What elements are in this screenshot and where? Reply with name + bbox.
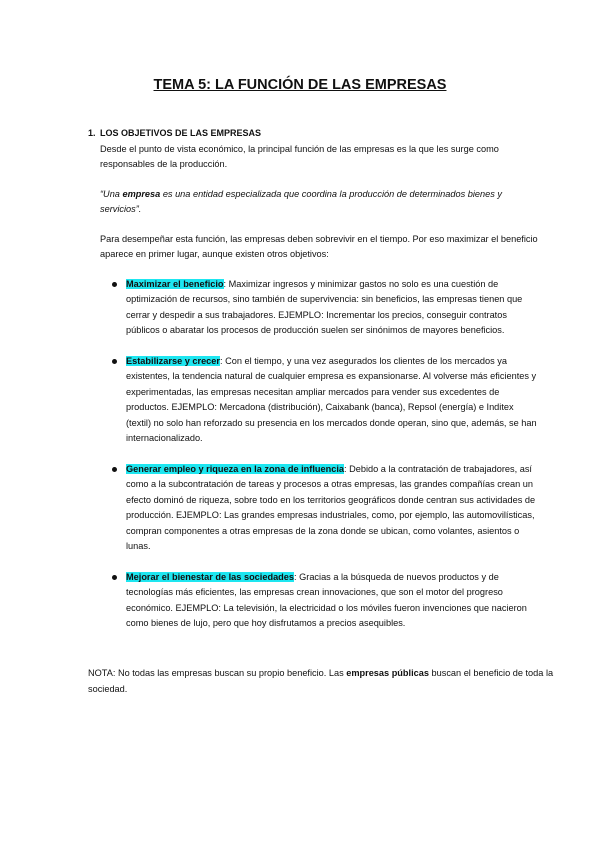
quote-bold: empresa: [122, 188, 161, 199]
objectives-list: [100, 277, 540, 632]
quote-pre: “Una: [100, 188, 123, 199]
highlighted-term: Estabilizarse y crecer: [126, 355, 220, 366]
section-number: 1.: [88, 128, 96, 138]
page-title: TEMA 5: LA FUNCIÓN DE LAS EMPRESAS: [153, 77, 447, 93]
definition-quote: [100, 187, 540, 218]
bullet-icon: [112, 575, 117, 580]
list-item: [112, 277, 540, 339]
highlighted-term: Generar empleo y riqueza en la zona de influencia: [126, 463, 345, 474]
list-item-text: : Debido a la contratación de trabajadores, así como a la subcontratación de tareas y procesos a otras empresas, las grandes compañías crean un efecto dominó de riqueza, sobre todo en los territorios geográficos donde centran sus actividades de producción. EJEMPLO: Las grandes empresas industriales, como, por ejemplo, las automovilísticas, compran componentes a otras empresas de la zona donde se ubican, como volantes, asientos o lunas.: [126, 463, 536, 551]
highlighted-term: Mejorar el bienestar de las sociedades: [126, 571, 295, 582]
quote-post: es una entidad especializada que coordina la producción de determinados bienes y servicios”.: [100, 188, 502, 214]
list-item: [112, 570, 540, 632]
list-item-text: : Gracias a la búsqueda de nuevos productos y de tecnologías más eficientes, las empresas crean innovaciones, que son el motor del progreso económico. EJEMPLO: La televisión, la electricidad o los móviles fueron invenciones que nacieron como bienes de lujo, pero que hoy disfrutamos a precios asequibles.: [126, 571, 527, 628]
section-heading: [88, 126, 540, 142]
section-objetivos: [88, 126, 540, 647]
list-item-text: : Maximizar ingresos y minimizar gastos no solo es una cuestión de optimización de recursos, sino también de supervivencia: sin beneficios, las empresas tienen que cerrar y despedir a sus trabajadores. EJEMPLO: Incrementar los precios, conseguir contratos públicos o abaratar los procesos de producción suelen ser sinónimos de mayores beneficios.: [126, 278, 523, 335]
note-bold: empresas públicas: [346, 668, 429, 678]
highlighted-term: Maximizar el beneficio: [126, 278, 224, 289]
bullet-icon: [112, 467, 117, 472]
list-item: [112, 462, 540, 555]
note-pre: NOTA: No todas las empresas buscan su propio beneficio. Las: [88, 668, 347, 678]
list-item: [112, 354, 540, 447]
note-post: buscan el beneficio de toda la sociedad.: [88, 668, 554, 694]
objectives-paragraph: Para desempeñar esta función, las empresas deben sobrevivir en el tiempo. Por eso maximizar el beneficio aparece en primer lugar, aunque existen otros objetivos:: [100, 233, 538, 259]
intro-paragraph: Desde el punto de vista económico, la principal función de las empresas es la que les surge como responsables de la producción.: [100, 143, 499, 169]
list-item-text: : Con el tiempo, y una vez asegurados los clientes de los mercados ya existentes, la tendencia natural de cualquier empresa es expansionarse. Al volverse más eficientes y experimentadas, las empresas necesitan ampliar mercados para vender sus excedentes de productos. EJEMPLO: Mercadona (distribución), Caixabank (banca), Repsol (energía) e Inditex (textil) no solo han reforzado su presencia en los mercados donde operan, sino que, además, se han internacionalizado.: [126, 355, 537, 443]
section-heading-text: LOS OBJETIVOS DE LAS EMPRESAS: [100, 128, 262, 138]
bullet-icon: [112, 359, 117, 364]
note-paragraph: [88, 666, 558, 697]
bullet-icon: [112, 282, 117, 287]
